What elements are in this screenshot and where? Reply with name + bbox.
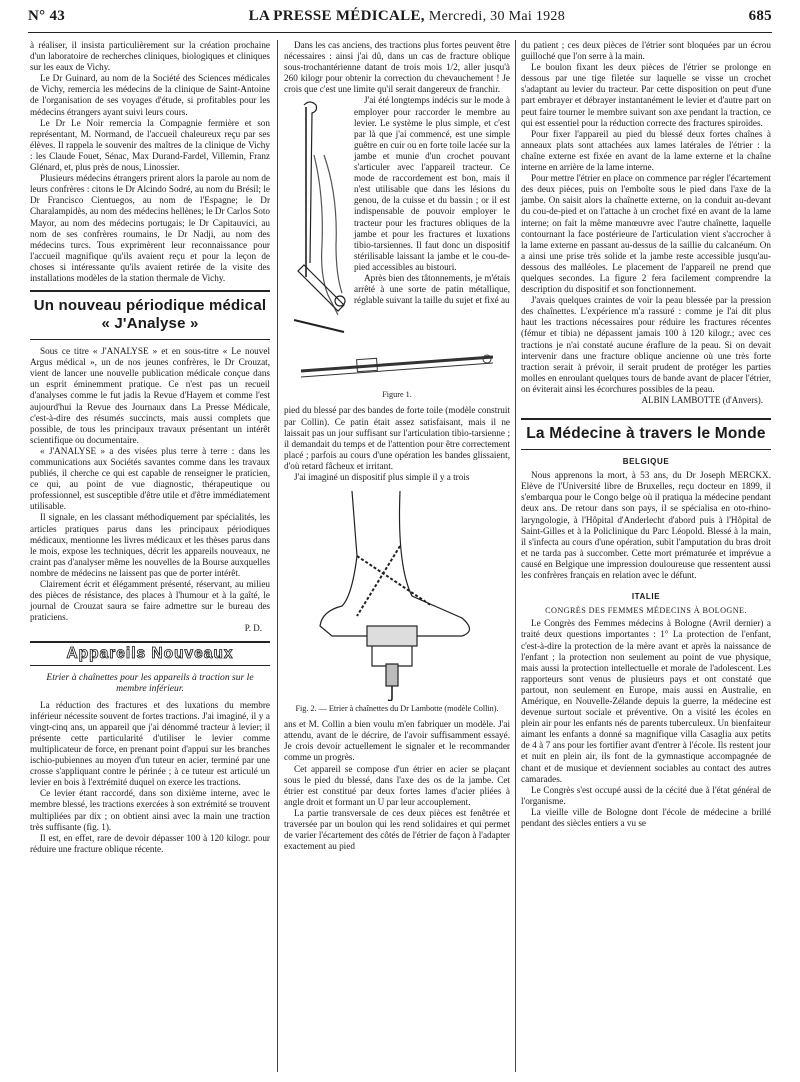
section-heading-medecine: La Médecine à travers le Monde [526,425,766,443]
section-rule [30,339,270,340]
subheading-congres: CONGRÈS DES FEMMES MÉDECINS À BOLOGNE. [545,606,747,616]
paragraph: Nous apprenons la mort, à 53 ans, du Dr Joseph MERCKX. Elève de l'Université libre de Bruxelles, reçu docteur en 1899, il s'embarqua pour le Congo belge où il pratiqua la médecine pendant deux ans. De retour dans son pays, il se spécialisa en oto-rhino-laryngologie, à l'Hôpital d'Anderlecht d'abord puis à l'Hôpital de Saint-Gilles et à la Policlinique du Parc Léopold. Blessé à la main, il s'infecta au cours d'une opération, subit l'amputation du bras droit et ne tarda pas à succomber. Cette mort prématurée et imprévue a causé en Belgique une impression douloureuse que ressentent aussi les confrères français en relation avec le défunt. [521,470,771,581]
paragraph: La partie transversale de ces deux pièces est fenêtrée et traversée par un boulon qui les rend solidaires et qui permet de varier l'écartement des côtés de l'étrier de façon à l'adapter exactement au pied [284,807,510,852]
figure-2-stirrup-icon [312,486,482,701]
paragraph: Le Congrès des Femmes médecins à Bologne (Avril dernier) a traité deux questions importantes : 1° La protection de l'enfant, c'est-à-dire la protection de la mère avant et après la naissance de l'enfant ; la protection non seulement au point de vue physique, mais aussi la protection intellectuelle et morale de l'adolescent. Les rapporteurs sont venus de plusieurs pays et ont constaté que partout, non seulement en Europe, mais aussi en Australie, en Amérique, en Nouvelle-Zélande depuis la guerre, la médecine est devenue surtout sociale et préventive. On a visité les écoles en plein air pour les enfants nés de parents tuberculeux. Un bienfaiteur aimant les enfants a donné sa magnifique villa Casaglia aux petits de 4 à 7 ans pour les fortifier avant d'entrer à l'école. Ils restent jour et nuit en plein air, ils font de la gymnastique accompagnée de chant et de musique et deviennent sociables au contact des autres camarades. [521,618,771,784]
paragraph: Le boulon fixant les deux pièces de l'étrier se prolonge en dessous par une tige filetée sur laquelle se visse un crochet s'adaptant au levier du tracteur. Par cette disposition on peut d'une part embrayer et débrayer instantanément le levier et d'autre part on peut faire tourner le membre suivant son axe pendant la traction, ce qui est essentiel pour la réduction correcte des fractures spiroïdes. [521,62,771,128]
paragraph: ans et M. Collin a bien voulu m'en fabriquer un modèle. J'ai attendu, avant de le décrire, de l'avoir suffisamment essayé. Je crois devoir actuellement le signaler et le recommander comme un progrès. [284,719,510,763]
figure-1-caption: Figure 1. [382,390,412,400]
paragraph: Ce levier étant raccordé, dans son dixième interne, avec le membre blessé, les tractions exercées à son extrémité se trouvent multipliées par dix ; on obtient ainsi avec la main une traction très suffisante (fig. 1). [30,788,270,832]
paragraph: Après bien des tâtonnements, je m'étais arrêté à une sorte de patin métallique, réglable suivant la taille du sujet et fixé au [354,272,510,306]
paragraph: Plusieurs médecins étrangers prirent alors la parole au nom de leurs confrères : citons le Dr Alcindo Sodré, au nom du Brésil; le Dr Francisco Cientuegos, au nom de l'Espagne; le Dr Charalampidès, au nom des médecins hellènes; le Dr Carlos Soto Mayor, au nom des médecins portugais; le Dr Capitauvici, au nom de ses confrères roumains, le Dr Nadji, au nom des médecins turcs. Tous exprimèrent leur reconnaissance pour l'accueil magnifique qu'ils avaient reçu et pour la leçon de choses si intéressante qu'ils avaient retirée de la visite des installations modèles de la station thermale de Vichy. [30,173,270,283]
figure-2-caption: Fig. 2. — Etrier à chaînettes du Dr Lambotte (modèle Collin). [295,704,499,714]
section-rule [30,665,270,666]
country-heading-belgique: BELGIQUE [622,457,670,467]
header-rule [28,32,772,33]
section-rule [521,418,771,420]
figure-1-illustration [284,95,350,345]
paragraph: J'avais quelques craintes de voir la peau blessée par la pression des chaînettes. L'expérience m'a rassuré : comme je l'ai dit plus haut les tractions nécessaires pour réduire les fractures récentes (fémur et tibia) ne dépassent jamais 100 à 120 kilogr.; avec ces tractions je n'ai constaté aucune éraflure de la peau. Si on devait intervenir dans une fracture oblique ancienne où une très forte traction serait à prévoir, il serait prudent de protéger les parties molles en enroulant quelques tours de bande avant de placer l'étrier, on éviterait ainsi les écorchures possibles de la peau. [521,295,771,394]
traction-device-icon [284,95,350,345]
page-number: 685 [748,8,772,24]
paragraph: Le Congrès s'est occupé aussi de la cécité due à l'état général de l'organisme. [521,784,771,806]
column-divider [515,40,516,1072]
paragraph: La vieille ville de Bologne dont l'école de médecine a brillé pendant des siècles entiers a vu se [521,806,771,828]
paragraph: pied du blessé par des bandes de forte toile (modèle construit par Collin). Ce patin était assez satisfaisant, mais il ne laissait pas un jour suffisant sur l'articulation tibio-tarsienne ; il demandait du temps et de l'attention pour être correctement placé ; parfois au cours d'une opération les bandes glissaient, d'où retard fâcheux et irritant. [284,405,510,471]
issue-number: N° 43 [28,8,66,24]
section-heading-appareils: Appareils Nouveaux [66,644,234,662]
section-heading-analyse [30,297,270,333]
column-left [30,40,270,855]
paragraph: du patient ; ces deux pièces de l'étrier sont bloquées par un écrou guilloché que l'on serre à la main. [521,40,771,62]
column-middle [284,40,510,852]
article-subtitle: Etrier à chaînettes pour les appareils à traction sur le membre inférieur. [46,671,254,694]
column-divider [277,40,278,1072]
signature: ALBIN LAMBOTTE (d'Anvers). [641,395,763,405]
journal-title: LA PRESSE MÉDICALE, [248,8,425,24]
paragraph: Le Dr Guinard, au nom de la Société des Sciences médicales de Vichy, remercia les médecins de la clinique de Saint-Antoine de l'organisation de ses voyages d'étude, si profitables pour les médecins étrangers ayant suivi leurs cours. [30,73,270,117]
section-rule [30,290,270,292]
masthead [28,8,772,30]
figure-1-bar-icon [297,345,497,387]
paragraph: Clairement écrit et élégamment présenté, réservant, au milieu des pièces de résistance, des places à l'humour et à la gaîté, le journal de Crouzat saura se faire admettre sur le bureau des praticiens. [30,579,270,623]
section-rule [521,449,771,450]
heading-line: Un nouveau périodique médical [33,297,267,315]
country-heading-italie: ITALIE [631,592,661,602]
paragraph: « J'ANALYSE » a des visées plus terre à terre : dans les communications aux Sociétés savantes comme dans les travaux publiés, il cherche ce qui est capable de renseigner le praticien, ce qui, au point de vue diagnostic, thérapeutique ou professionnel, est susceptible d'être utile et d'être immédiatement utilisable. [30,445,270,512]
paragraph: à réaliser, il insista particulièrement sur la création prochaine d'un laboratoire de recherches cliniques, biologiques et cliniques sur les eaux de Vichy. [30,40,270,73]
section-rule [30,641,270,643]
signature: P. D. [244,623,262,634]
paragraph: J'ai été longtemps indécis sur le mode à employer pour raccorder le membre au levier. Le système le plus simple, et c'est par là que j'ai commencé, est une simple guêtre en cuir ou en forte toile lacée sur la jambe et munie d'un crochet pouvant s'articuler avec l'appareil tracteur. Ce mode de raccordement est bon, mais il n'est utilisable que dans les lésions du genou, de la cuisse et du bassin ; or il est indispensable de pouvoir employer le tracteur pour les fractures obliques de la jambe et pour les fractures et luxations tibio-tarsiennes. Il faut donc un dispositif stérilisable laissant la jambe et le cou-de-pied accessibles au bistouri. [354,95,510,272]
paragraph: Pour fixer l'appareil au pied du blessé deux fortes chaînes à anneaux plats sont attachées aux lames latérales de l'étrier : la chaîne externe est fixée en avant de la lame externe et la chaîne interne en arrière de la lame interne. [521,128,771,173]
paragraph: Il est, en effet, rare de devoir dépasser 100 à 120 kilogr. pour réduire une fracture oblique récente. [30,832,270,854]
paragraph: Sous ce titre « J'ANALYSE » et en sous-titre « Le nouvel Argus médical », un de nos jeunes confrères, le Dr Crouzat, vient de lancer une nouvelle publication médicale conçue dans un esprit éminemment pratique. Ce n'est pas un recueil d'analyses comme le fut jadis la Revue d'Hayem et comme l'est aujourd'hui la Revue des Journaux dans La Presse Médicale, c'est-à-dire des résumés succincts, mais aussi complets que possible, de tous les principaux travaux présentant un intérêt scientifique ou documentaire. [30,346,270,445]
paragraph: Dans les cas anciens, des tractions plus fortes peuvent être nécessaires : ainsi j'ai dû, dans un cas de fracture oblique sous-trochantérienne datant de trois mois 1/2, aller jusqu'à 260 kilogr pour obtenir la correction du chevauchement ! Je crois que c'est une limite qu'il serait dangereux de franchir. [284,40,510,95]
issue-date: Mercredi, 30 Mai 1928 [428,9,566,24]
paragraph: Cet appareil se compose d'un étrier en acier se plaçant sous le pied du blessé, dans l'axe des os de la jambe. Cet étrier est constitué par deux fortes lames d'acier pliées à angle droit et formant un U par leur accouplement. [284,763,510,807]
journal-title-line [249,8,565,25]
paragraph: J'ai imaginé un dispositif plus simple il y a trois [294,472,470,483]
column-right [521,40,771,829]
paragraph: Pour mettre l'étrier en place on commence par régler l'écartement des deux pièces, puis on l'emboîte sous le pied dans l'axe de la jambe. On saisit alors la chaînette externe, on la conduit au-devant du cou-de-pied et on l'attache à un crochet fixé en avant de la lame interne; on fait la même manœuvre avec l'autre chaînette, laquelle contournant la face postérieure de l'articulation vient s'accrocher à la lame externe en passant au-dessus de la saillie du calcanéum. On a ainsi une prise très solide et la jambe reste accessible jusqu'au-dessous des malléoles. Le placement de l'appareil ne prend que quelques secondes. La figure 2 fera facilement comprendre la description du dispositif et son fonctionnement. [521,173,771,295]
paragraph: Il signale, en les classant méthodiquement par spécialités, les articles pratiques parus dans les principaux périodiques médicaux, mentionne les livres médicaux et les thèses parus dans le mois, expose les techniques, décrit les appareils nouveaux, ne craint pas d'analyser même les nouvelles de la Bourse auxquelles nombre de médecins ne laissent pas que de porter intérêt. [30,512,270,578]
paragraph: Le Dr Le Noir remercia la Compagnie fermière et son représentant, M. Normand, de l'accueil chaleureux reçu par ses élèves. Il rappela le souvenir des maîtres de la clinique de Vichy : les Claude Fouet, Sénac, Max Durand-Fardel, Villemin, Franz Glénard, et, plus près de nous, Linossier. [30,117,270,173]
heading-line: « J'Analyse » [101,315,199,333]
paragraph: La réduction des fractures et des luxations du membre inférieur nécessite souvent de fortes tractions. J'ai imaginé, il y a vingt-cinq ans, un appareil que j'ai dénommé tracteur à levier; il présente cette particularité d'utiliser le levier comme multiplicateur de force, en prenant point d'appui sur les branches ischio-pubiennes au moyen d'un tuteur en acier, terminé par une crosse s'appliquant contre le périnée ; à ce tuteur est articulé un levier en bois à l'extrémité duquel on exerce les tractions. [30,699,270,788]
